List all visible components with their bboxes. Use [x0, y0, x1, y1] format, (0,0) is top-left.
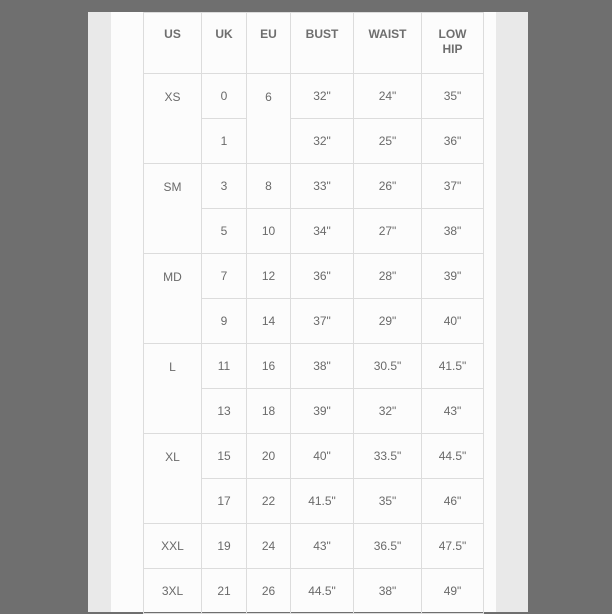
low-hip-cell: 46" — [422, 479, 484, 524]
uk-size-cell: 13 — [202, 389, 247, 434]
header-us: US — [144, 13, 202, 74]
uk-size-cell: 11 — [202, 344, 247, 389]
low-hip-cell: 43" — [422, 389, 484, 434]
size-chart-table — [143, 12, 484, 614]
bust-cell: 41.5" — [291, 479, 354, 524]
low-hip-cell: 41.5" — [422, 344, 484, 389]
bust-cell: 32" — [291, 74, 354, 119]
uk-size-cell: 7 — [202, 254, 247, 299]
eu-size-cell: 26 — [247, 569, 291, 614]
bust-cell: 43" — [291, 524, 354, 569]
eu-size-cell: 24 — [247, 524, 291, 569]
low-hip-cell: 39" — [422, 254, 484, 299]
low-hip-cell: 40" — [422, 299, 484, 344]
uk-size-cell: 19 — [202, 524, 247, 569]
eu-size-cell: 8 — [247, 164, 291, 209]
eu-size-cell: 18 — [247, 389, 291, 434]
eu-size-cell: 12 — [247, 254, 291, 299]
bust-cell: 39" — [291, 389, 354, 434]
bust-cell: 40" — [291, 434, 354, 479]
low-hip-cell: 38" — [422, 209, 484, 254]
low-hip-cell: 47.5" — [422, 524, 484, 569]
waist-cell: 26" — [354, 164, 422, 209]
header-waist: WAIST — [354, 13, 422, 74]
uk-size-cell: 17 — [202, 479, 247, 524]
table-row — [144, 434, 484, 479]
waist-cell: 30.5" — [354, 344, 422, 389]
table-row — [144, 164, 484, 209]
uk-size-cell: 9 — [202, 299, 247, 344]
header-eu: EU — [247, 13, 291, 74]
us-size-cell: XS — [144, 74, 202, 164]
waist-cell: 27" — [354, 209, 422, 254]
uk-size-cell: 5 — [202, 209, 247, 254]
low-hip-cell: 49" — [422, 569, 484, 614]
waist-cell: 35" — [354, 479, 422, 524]
header-uk: UK — [202, 13, 247, 74]
uk-size-cell: 0 — [202, 74, 247, 119]
eu-size-cell: 6 — [247, 74, 291, 164]
uk-size-cell: 1 — [202, 119, 247, 164]
low-hip-cell: 36" — [422, 119, 484, 164]
header-low-hip — [422, 13, 484, 74]
us-size-cell: L — [144, 344, 202, 434]
waist-cell: 24" — [354, 74, 422, 119]
uk-size-cell: 3 — [202, 164, 247, 209]
table-row — [144, 74, 484, 119]
table-row — [144, 344, 484, 389]
header-row — [144, 13, 484, 74]
us-size-cell: XXL — [144, 524, 202, 569]
low-hip-cell: 37" — [422, 164, 484, 209]
us-size-cell: SM — [144, 164, 202, 254]
us-size-cell: MD — [144, 254, 202, 344]
bust-cell: 34" — [291, 209, 354, 254]
bust-cell: 36" — [291, 254, 354, 299]
low-hip-cell: 35" — [422, 74, 484, 119]
eu-size-cell: 20 — [247, 434, 291, 479]
eu-size-cell: 10 — [247, 209, 291, 254]
header-low-hip-label: LOW HIP — [438, 27, 467, 56]
eu-size-cell: 16 — [247, 344, 291, 389]
us-size-cell: XL — [144, 434, 202, 524]
low-hip-cell: 44.5" — [422, 434, 484, 479]
bust-cell: 38" — [291, 344, 354, 389]
waist-cell: 28" — [354, 254, 422, 299]
uk-size-cell: 15 — [202, 434, 247, 479]
bust-cell: 33" — [291, 164, 354, 209]
eu-size-cell: 14 — [247, 299, 291, 344]
waist-cell: 29" — [354, 299, 422, 344]
header-bust: BUST — [291, 13, 354, 74]
eu-size-cell: 22 — [247, 479, 291, 524]
uk-size-cell: 21 — [202, 569, 247, 614]
waist-cell: 36.5" — [354, 524, 422, 569]
table-row — [144, 569, 484, 614]
waist-cell: 25" — [354, 119, 422, 164]
waist-cell: 33.5" — [354, 434, 422, 479]
us-size-cell: 3XL — [144, 569, 202, 614]
bust-cell: 32" — [291, 119, 354, 164]
bust-cell: 44.5" — [291, 569, 354, 614]
bust-cell: 37" — [291, 299, 354, 344]
waist-cell: 38" — [354, 569, 422, 614]
table-row — [144, 524, 484, 569]
table-row — [144, 254, 484, 299]
waist-cell: 32" — [354, 389, 422, 434]
